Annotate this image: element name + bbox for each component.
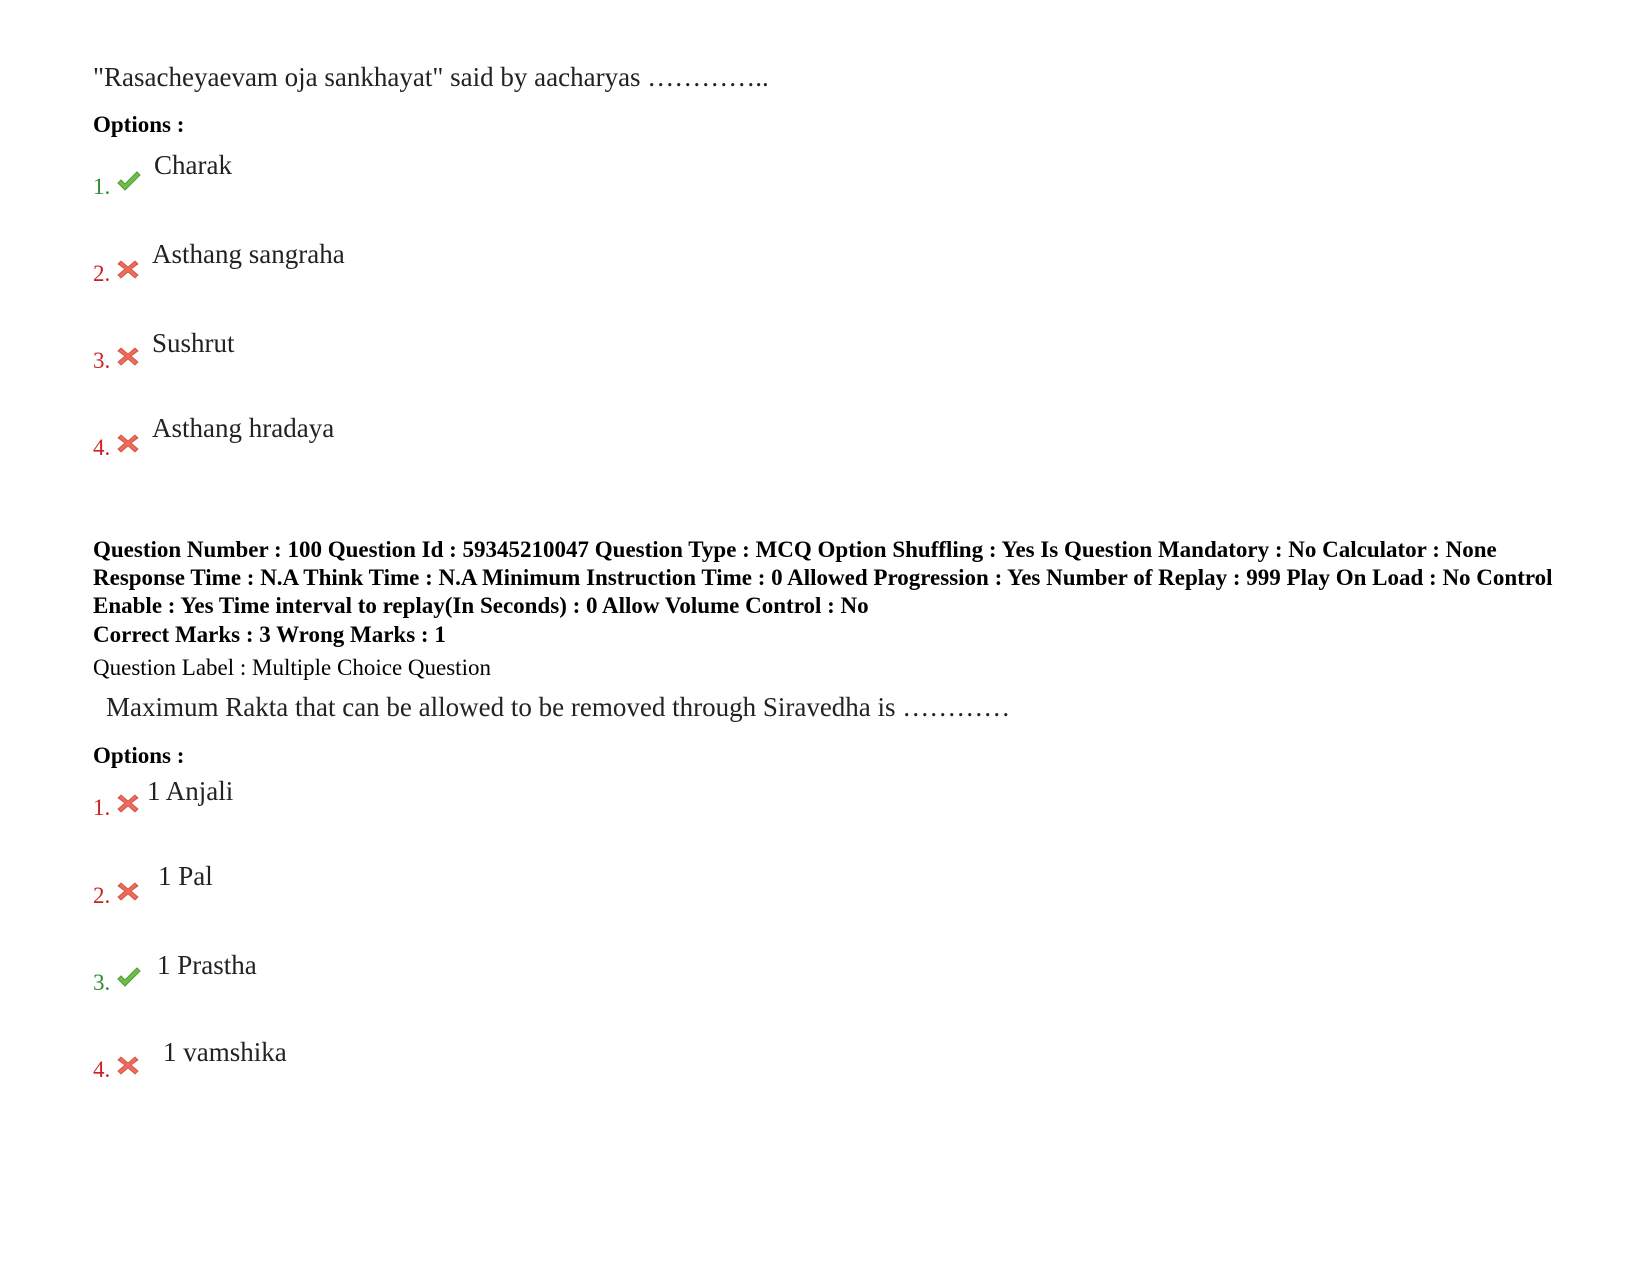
q1-option-2-text: Asthang sangraha bbox=[152, 239, 345, 269]
q2-option-4-text: 1 vamshika bbox=[163, 1037, 287, 1067]
options-label-1: Options : bbox=[93, 112, 185, 137]
q1-option-2-number: 2. bbox=[93, 261, 111, 286]
options-label-2: Options : bbox=[93, 743, 185, 768]
cross-icon bbox=[115, 258, 141, 280]
marks-info: Correct Marks : 3 Wrong Marks : 1 bbox=[93, 622, 446, 647]
cross-icon bbox=[115, 1054, 141, 1076]
question-meta: Question Number : 100 Question Id : 59345210047 Question Type : MCQ Option Shuffling : Yes Is Question Mandatory : No Calculator : None Response Time : N.A Think Time : N.A Minimum Instruction Time : 0 Allowed Progression : Yes Number of Replay : 999 Play On Load : No Control Enable : Yes Time interval to replay(In Seconds) : 0 Allow Volume Control : No bbox=[93, 537, 1553, 618]
question-2-text: Maximum Rakta that can be allowed to be removed through Siravedha is ………… bbox=[106, 692, 1011, 722]
check-icon bbox=[116, 171, 142, 193]
question-1-text: "Rasacheyaevam oja sankhayat" said by aacharyas ………….. bbox=[93, 62, 769, 92]
q1-option-1-text: Charak bbox=[154, 150, 232, 180]
cross-icon bbox=[115, 792, 141, 814]
q1-option-4-text: Asthang hradaya bbox=[152, 413, 335, 443]
q1-option-1-number: 1. bbox=[93, 174, 111, 199]
q2-option-2-text: 1 Pal bbox=[158, 861, 213, 891]
q2-option-1-number: 1. bbox=[93, 795, 111, 820]
cross-icon bbox=[115, 345, 141, 367]
q1-option-4-number: 4. bbox=[93, 435, 111, 460]
question-label: Question Label : Multiple Choice Question bbox=[93, 655, 491, 680]
cross-icon bbox=[115, 880, 141, 902]
check-icon bbox=[116, 967, 142, 989]
q1-option-3-text: Sushrut bbox=[152, 328, 235, 358]
cross-icon bbox=[115, 432, 141, 454]
q2-option-4-number: 4. bbox=[93, 1057, 111, 1082]
q2-option-3-text: 1 Prastha bbox=[157, 950, 257, 980]
q2-option-1-text: 1 Anjali bbox=[147, 776, 234, 806]
q1-option-3-number: 3. bbox=[93, 348, 111, 373]
q2-option-2-number: 2. bbox=[93, 883, 111, 908]
q2-option-3-number: 3. bbox=[93, 970, 111, 995]
